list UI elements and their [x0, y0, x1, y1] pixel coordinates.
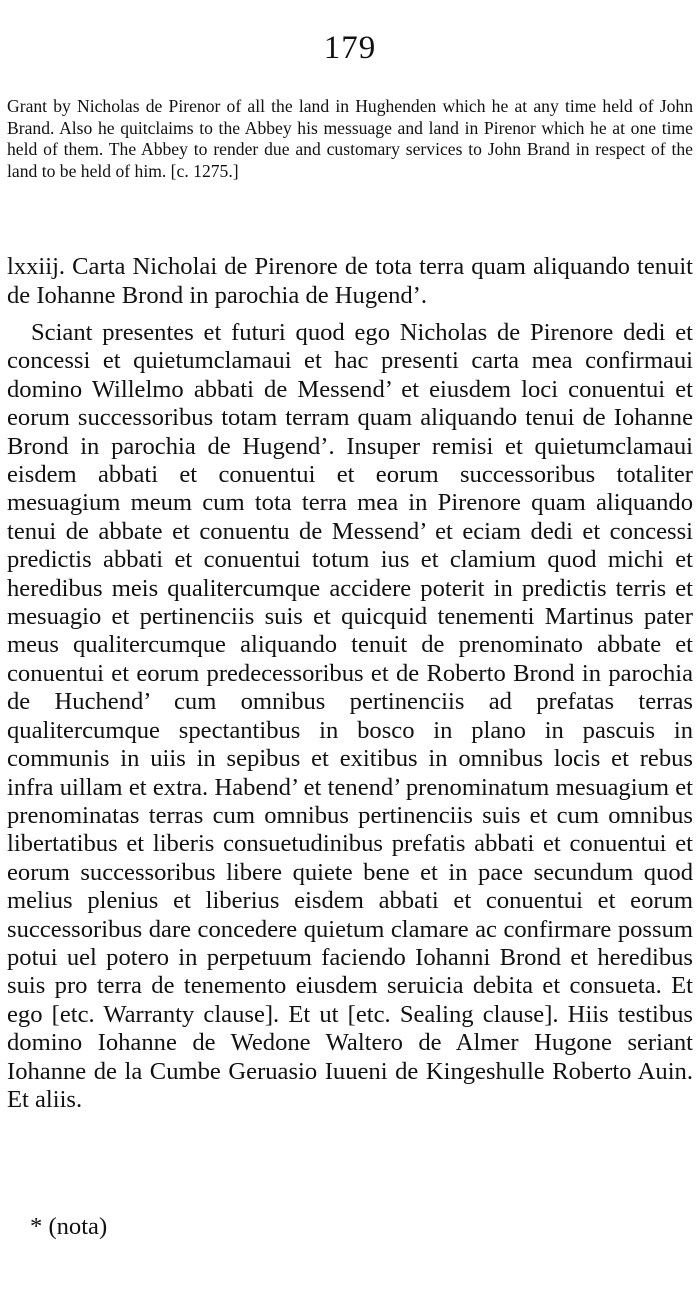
page-number: 179 [323, 30, 377, 66]
charter-rubric: lxxiij. Carta Nicholai de Pirenore de tota terra quam aliquando tenuit de Iohanne Brond in parochia de Hugend’. [7, 253, 693, 309]
nota-mark: * (nota) [30, 1213, 108, 1240]
charter-text [7, 319, 693, 1114]
summary-text: Grant by Nicholas de Pirenor of all the land in Hughenden which he at any time held of John Brand. Also he quitclaims to the Abbey his messuage and land in Pirenor which he at one time held of them. The Abbey to render due and customary services to John Brand in respect of the land to be held of him. [c. 1275.] [7, 96, 693, 181]
english-summary [7, 96, 693, 182]
charter-paragraph: Sciant presentes et futuri quod ego Nicholas de Pirenore dedi et concessi et quietumclamaui et hac presenti carta mea confirmaui domino Willelmo abbati de Messend’ et eiusdem loci conuentui et eorum successoribus totam terram quam aliquando tenui de Iohanne Brond in parochia de Hugend’. Insuper remisi et quietumclamaui eisdem abbati et conuentui et eorum successoribus totaliter mesuagium meum cum tota terra mea in Pirenore quam aliquando tenui de abbate et conuentu de Messend’ et eciam dedi et concessi predictis abbati et conuentui totum ius et clamium quod michi et heredibus meis qualitercumque accidere poterit in predictis terris et mesuagio et pertinenciis suis et quicquid tenementi Martinus pater meus qualitercumque aliquando tenuit de prenominato abbate et conuentui et eorum predecessoribus et de Roberto Brond in parochia de Huchend’ cum omnibus pertinenciis ad prefatas terras qualitercumque spectantibus in bosco in plano in pascuis in communis in uiis in sepibus et exitibus in omnibus locis et rebus infra uillam et extra. Habend’ et tenend’ prenominatum mesuagium et prenominatas terras cum omnibus pertinenciis suis et cum omnibus libertatibus et liberis consuetudinibus prefatis abbati et conuentui et eorum successoribus libere quiete bene et in pace secundum quod melius plenius et liberius eisdem abbati et conuentui et eorum successoribus dare concedere quietum clamare ac confirmare possum potui uel potero in perpetuum faciendo Iohanni Brond et heredibus suis pro terra de tenemento eiusdem seruicia debita et consueta. Et ego [etc. Warranty clause]. Et ut [etc. Sealing clause]. Hiis testibus domino Iohanne de Wedone Waltero de Almer Hugone seriant Iohanne de la Cumbe Geruasio Iuueni de Kingeshulle Roberto Auin. Et aliis. [7, 319, 693, 1113]
